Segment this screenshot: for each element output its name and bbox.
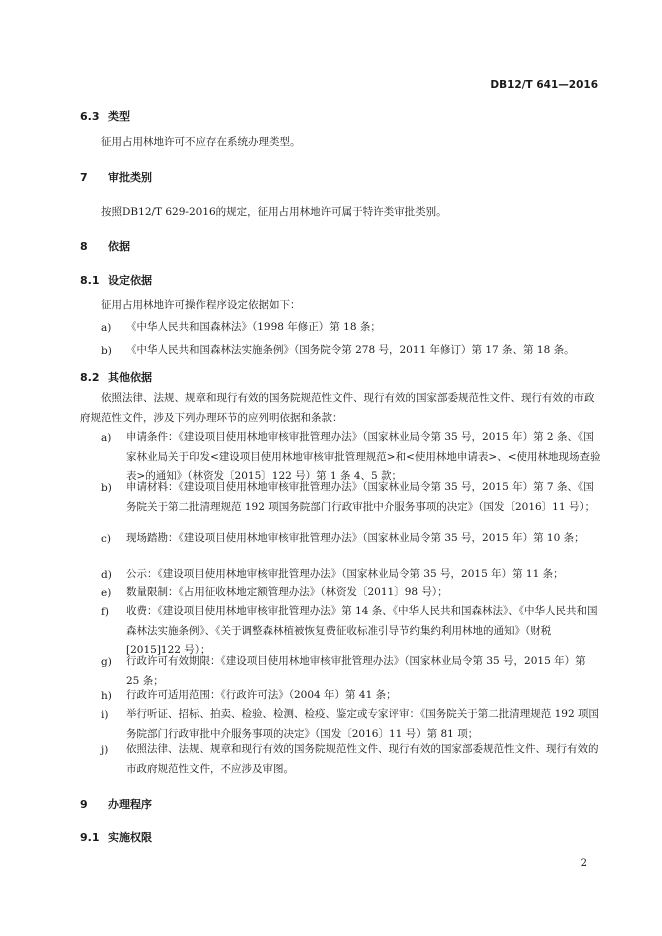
section-number: 9.1 <box>80 831 100 844</box>
list-item-label: f) <box>101 606 109 618</box>
section-8-2-heading <box>80 369 152 385</box>
list-item-label: d) <box>101 569 112 581</box>
section-8-heading <box>80 238 130 254</box>
section-number: 7 <box>80 171 88 184</box>
section-9-heading <box>80 796 152 812</box>
section-title: 设定依据 <box>108 274 152 287</box>
page-number: 2 <box>580 858 587 869</box>
list-item-text: 依照法律、法规、规章和现行有效的国务院规范性文件、现行有效的国家部委规范性文件、现行有效的市政府规范性文件，不应涉及审图。 <box>126 743 599 775</box>
section-6-3-body: 征用占用林地许可不应存在系统办理类型。 <box>101 136 301 148</box>
list-item-label: a) <box>101 432 112 444</box>
list-item-text: 数量限制：《占用征收林地定额管理办法》（林资发〔2011〕98 号）； <box>126 586 448 598</box>
list-item-text: 《中华人民共和国森林法》（1998 年修正）第 18 条； <box>126 321 381 333</box>
list-item-text: 申请条件：《建设项目使用林地审核审批管理办法》（国家林业局令第 35 号，2015 年）第 2 条、《国家林业局关于印发<建设项目使用林地审核审批管理规范>和<使用林地申请表>、<使用林地现场查验表>的通知》（林资发〔2015〕122 号）第 1 条 4、5 款； <box>126 431 601 482</box>
section-8-2-intro: 依照法律、法规、规章和现行有效的国务院规范性文件、现行有效的国家部委规范性文件、现行有效的市政府规范性文件，涉及下列办理环节的应列明依据和条款： <box>80 392 595 424</box>
list-item-text: 申请材料：《建设项目使用林地审核审批管理办法》（国家林业局令第 35 号，2015 年）第 7 条、《国务院关于第二批清理规范 192 项国务院部门行政审批中介服务事项的决定》（国发〔2016〕11 号）； <box>126 481 596 513</box>
section-8-1-intro: 征用占用林地许可操作程序设定依据如下： <box>101 299 301 311</box>
section-number: 9 <box>80 798 88 811</box>
list-item-text: 举行听证、招标、拍卖、检验、检测、检疫、鉴定或专家评审：《国务院关于第二批清理规范 192 项国务院部门行政审批中介服务事项的决定》（国发〔2016〕11 号）第 81 项； <box>126 708 599 740</box>
section-6-3-heading <box>80 108 130 124</box>
list-item-text: 行政许可有效期限：《建设项目使用林地审核审批管理办法》（国家林业局令第 35 号，2015 年）第 25 条； <box>126 655 586 687</box>
list-item-label: a) <box>101 322 112 334</box>
list-item-label: c) <box>101 533 111 545</box>
section-title: 实施权限 <box>108 831 152 844</box>
section-9-1-heading <box>80 829 152 845</box>
section-title: 依据 <box>108 240 130 253</box>
section-8-1-heading <box>80 272 152 288</box>
list-item-label: i) <box>101 709 109 721</box>
section-title: 类型 <box>108 110 130 123</box>
section-number: 8 <box>80 240 88 253</box>
list-item-label: b) <box>101 482 112 494</box>
list-item-text: 行政许可适用范围：《行政许可法》（2004 年）第 41 条； <box>126 689 397 701</box>
section-title: 办理程序 <box>108 798 152 811</box>
section-number: 8.2 <box>80 371 100 384</box>
list-item-label: e) <box>101 587 112 599</box>
section-number: 6.3 <box>80 110 100 123</box>
list-item-text: 现场踏勘：《建设项目使用林地审核审批管理办法》（国家林业局令第 35 号，2015 年）第 10 条； <box>126 532 585 544</box>
list-item-label: b) <box>101 345 112 357</box>
list-item-label: h) <box>101 690 112 702</box>
section-7-body: 按照DB12/T 629-2016的规定，征用占用林地许可属于特许类审批类别。 <box>101 206 447 218</box>
section-7-heading <box>80 169 152 185</box>
section-title: 审批类别 <box>108 171 152 184</box>
list-item-text: 公示：《建设项目使用林地审核审批管理办法》（国家林业局令第 35 号，2015 年）第 11 条； <box>126 568 564 580</box>
document-code: DB12/T 641—2016 <box>490 79 598 91</box>
list-item-text: 收费：《建设项目使用林地审核审批管理办法》第 14 条、《中华人民共和国森林法》、《中华人民共和国森林法实施条例》、《关于调整森林植被恢复费征收标准引导节约集约利用林地的通知》（财税[2015]122 号）； <box>126 605 598 656</box>
section-number: 8.1 <box>80 274 100 287</box>
list-item-label: j) <box>101 744 109 756</box>
list-item-text: 《中华人民共和国森林法实施条例》（国务院令第 278 号，2011 年修订）第 17 条、第 18 条。 <box>126 344 575 356</box>
list-item-label: g) <box>101 656 112 668</box>
section-title: 其他依据 <box>108 371 152 384</box>
